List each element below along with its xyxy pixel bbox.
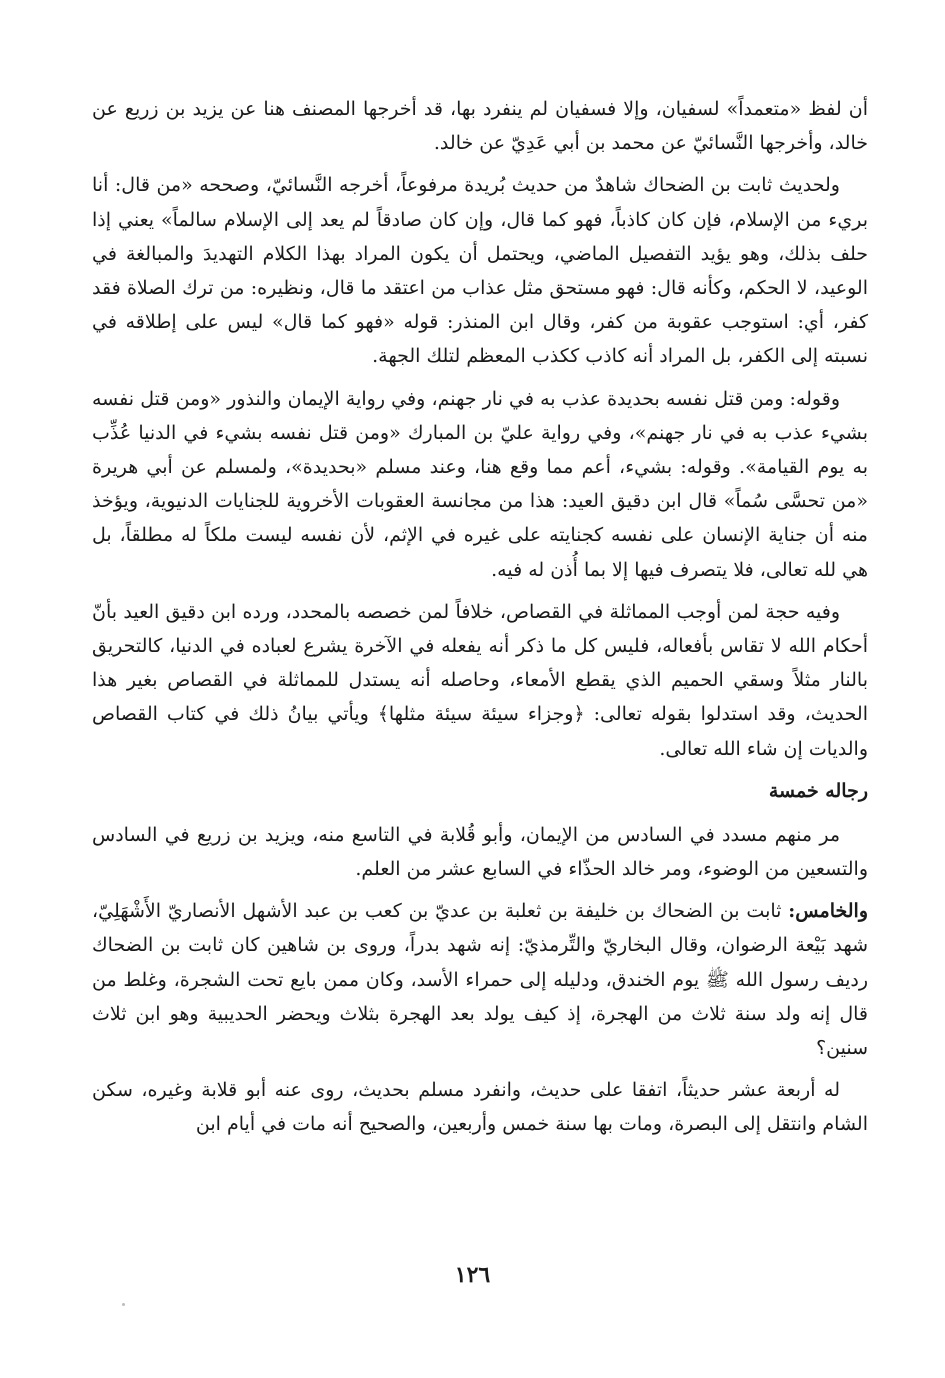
- page-number: ١٢٦: [454, 1262, 491, 1288]
- scan-speck-mark: [122, 1303, 125, 1306]
- paragraph-4: وفيه حجة لمن أوجب المماثلة في القصاص، خلافاً لمن خصصه بالمحدد، ورده ابن دقيق العيد بأنّ أحكام الله لا تقاس بأفعاله، فليس كل ما ذكر أنه يفعله في الآخرة يشرع لعباده في الدنيا، كالتحريق بالنار مثلاً وسقي الحميم الذي يقطع الأمعاء، وحاصله أنه يستدل للمماثلة في القصاص بغير هذا الحديث، وقد استدلوا بقوله تعالى: ﴿وجزاء سيئة سيئة مثلها﴾ ويأتي بيانُ ذلك في كتاب القصاص والديات إن شاء الله تعالى.: [92, 600, 868, 760]
- paragraph-1: أن لفظ «متعمداً» لسفيان، وإلا فسفيان لم ينفرد بها، قد أخرجها المصنف هنا عن يزيد بن زريع عن خالد، وأخرجها النَّسائيّ عن محمد بن أبي عَدِيّ عن خالد.: [92, 98, 868, 155]
- last-paragraph: له أربعة عشر حديثاً، اتفقا على حديث، وانفرد مسلم بحديث، روى عنه أبو قلابة وغيره، سكن الشام وانتقل إلى البصرة، ومات بها سنة خمس وأربعين، والصحيح أنه مات في أيام ابن: [92, 1079, 868, 1136]
- fifth-narrator-label: والخامس:: [788, 900, 868, 923]
- narrators-paragraph: مر منهم مسدد في السادس من الإيمان، وأبو قُلابة في التاسع منه، ويزيد بن زريع في السادس والتسعين من الوضوء، ومر خالد الحذّاء في السابع عشر من العلم.: [92, 823, 868, 881]
- paragraph-3: وقوله: ومن قتل نفسه بحديدة عذب به في نار جهنم، وفي رواية الإيمان والنذور «ومن قتل نفسه بشيء عذب به في نار جهنم»، وفي رواية عليّ بن المبارك «ومن قتل نفسه بشيء في الدنيا عُذِّب به يوم القيامة». وقوله: بشيء، أعم مما وقع هنا، وعند مسلم «بحديدة»، ولمسلم عن أبي هريرة «من تحسَّى سُماً» قال ابن دقيق العيد: هذا من مجانسة العقوبات الأخروية للجنايات الدنيوية، ويؤخذ منه أن جناية الإنسان على نفسه كجنايته على غيره في الإثم، لأن نفسه ليست ملكاً له مطلقاً، بل هي لله تعالى، فلا يتصرف فيها إلا بما أُذن له فيه.: [92, 387, 868, 581]
- fifth-narrator-paragraph: [92, 894, 868, 1065]
- narrators-heading: رجاله خمسة: [768, 779, 868, 802]
- fifth-narrator-text: ثابت بن الضحاك بن خليفة بن ثعلبة بن عديّ بن كعب بن عبد الأشهل الأنصاريّ الأَشْهَلِيّ، شهد بَيْعة الرضوان، وقال البخاريّ والتِّرمذيّ: إنه شهد بدراً، وروى بن شاهين كان ثابت بن الضحاك رديف رسول الله ﷺ يوم الخندق، ودليله إلى حمراء الأسد، وكان ممن بايع تحت الشجرة، وغلط من قال إنه ولد سنة ثلاث من الهجرة، إذ كيف يولد بعد الهجرة بثلاث ويحضر الحديبية وهو ابن ثلاث سنين؟: [92, 900, 868, 1060]
- paragraph-2: ولحديث ثابت بن الضحاك شاهدٌ من حديث بُريدة مرفوعاً، أخرجه النَّسائيّ، وصححه «من قال: أنا بريء من الإسلام، فإن كان كاذباً، فهو كما قال، وإن كان صادقاً لم يعد إلى الإسلام سالماً» يعني إذا حلف بذلك، وهو يؤيد التفصيل الماضي، ويحتمل أن يكون المراد بهذا الكلام التهديدَ والمبالغة في الوعيد، لا الحكم، وكأنه قال: فهو مستحق مثل عذاب من اعتقد ما قال، ونظيره: من ترك الصلاة فقد كفر، أي: استوجب عقوبة من كفر، وقال ابن المنذر: قوله «فهو كما قال» ليس على إطلاقه في نسبته إلى الكفر، بل المراد أنه كاذب ككذب المعظم لتلك الجهة.: [92, 174, 868, 368]
- page-body: [92, 92, 868, 1150]
